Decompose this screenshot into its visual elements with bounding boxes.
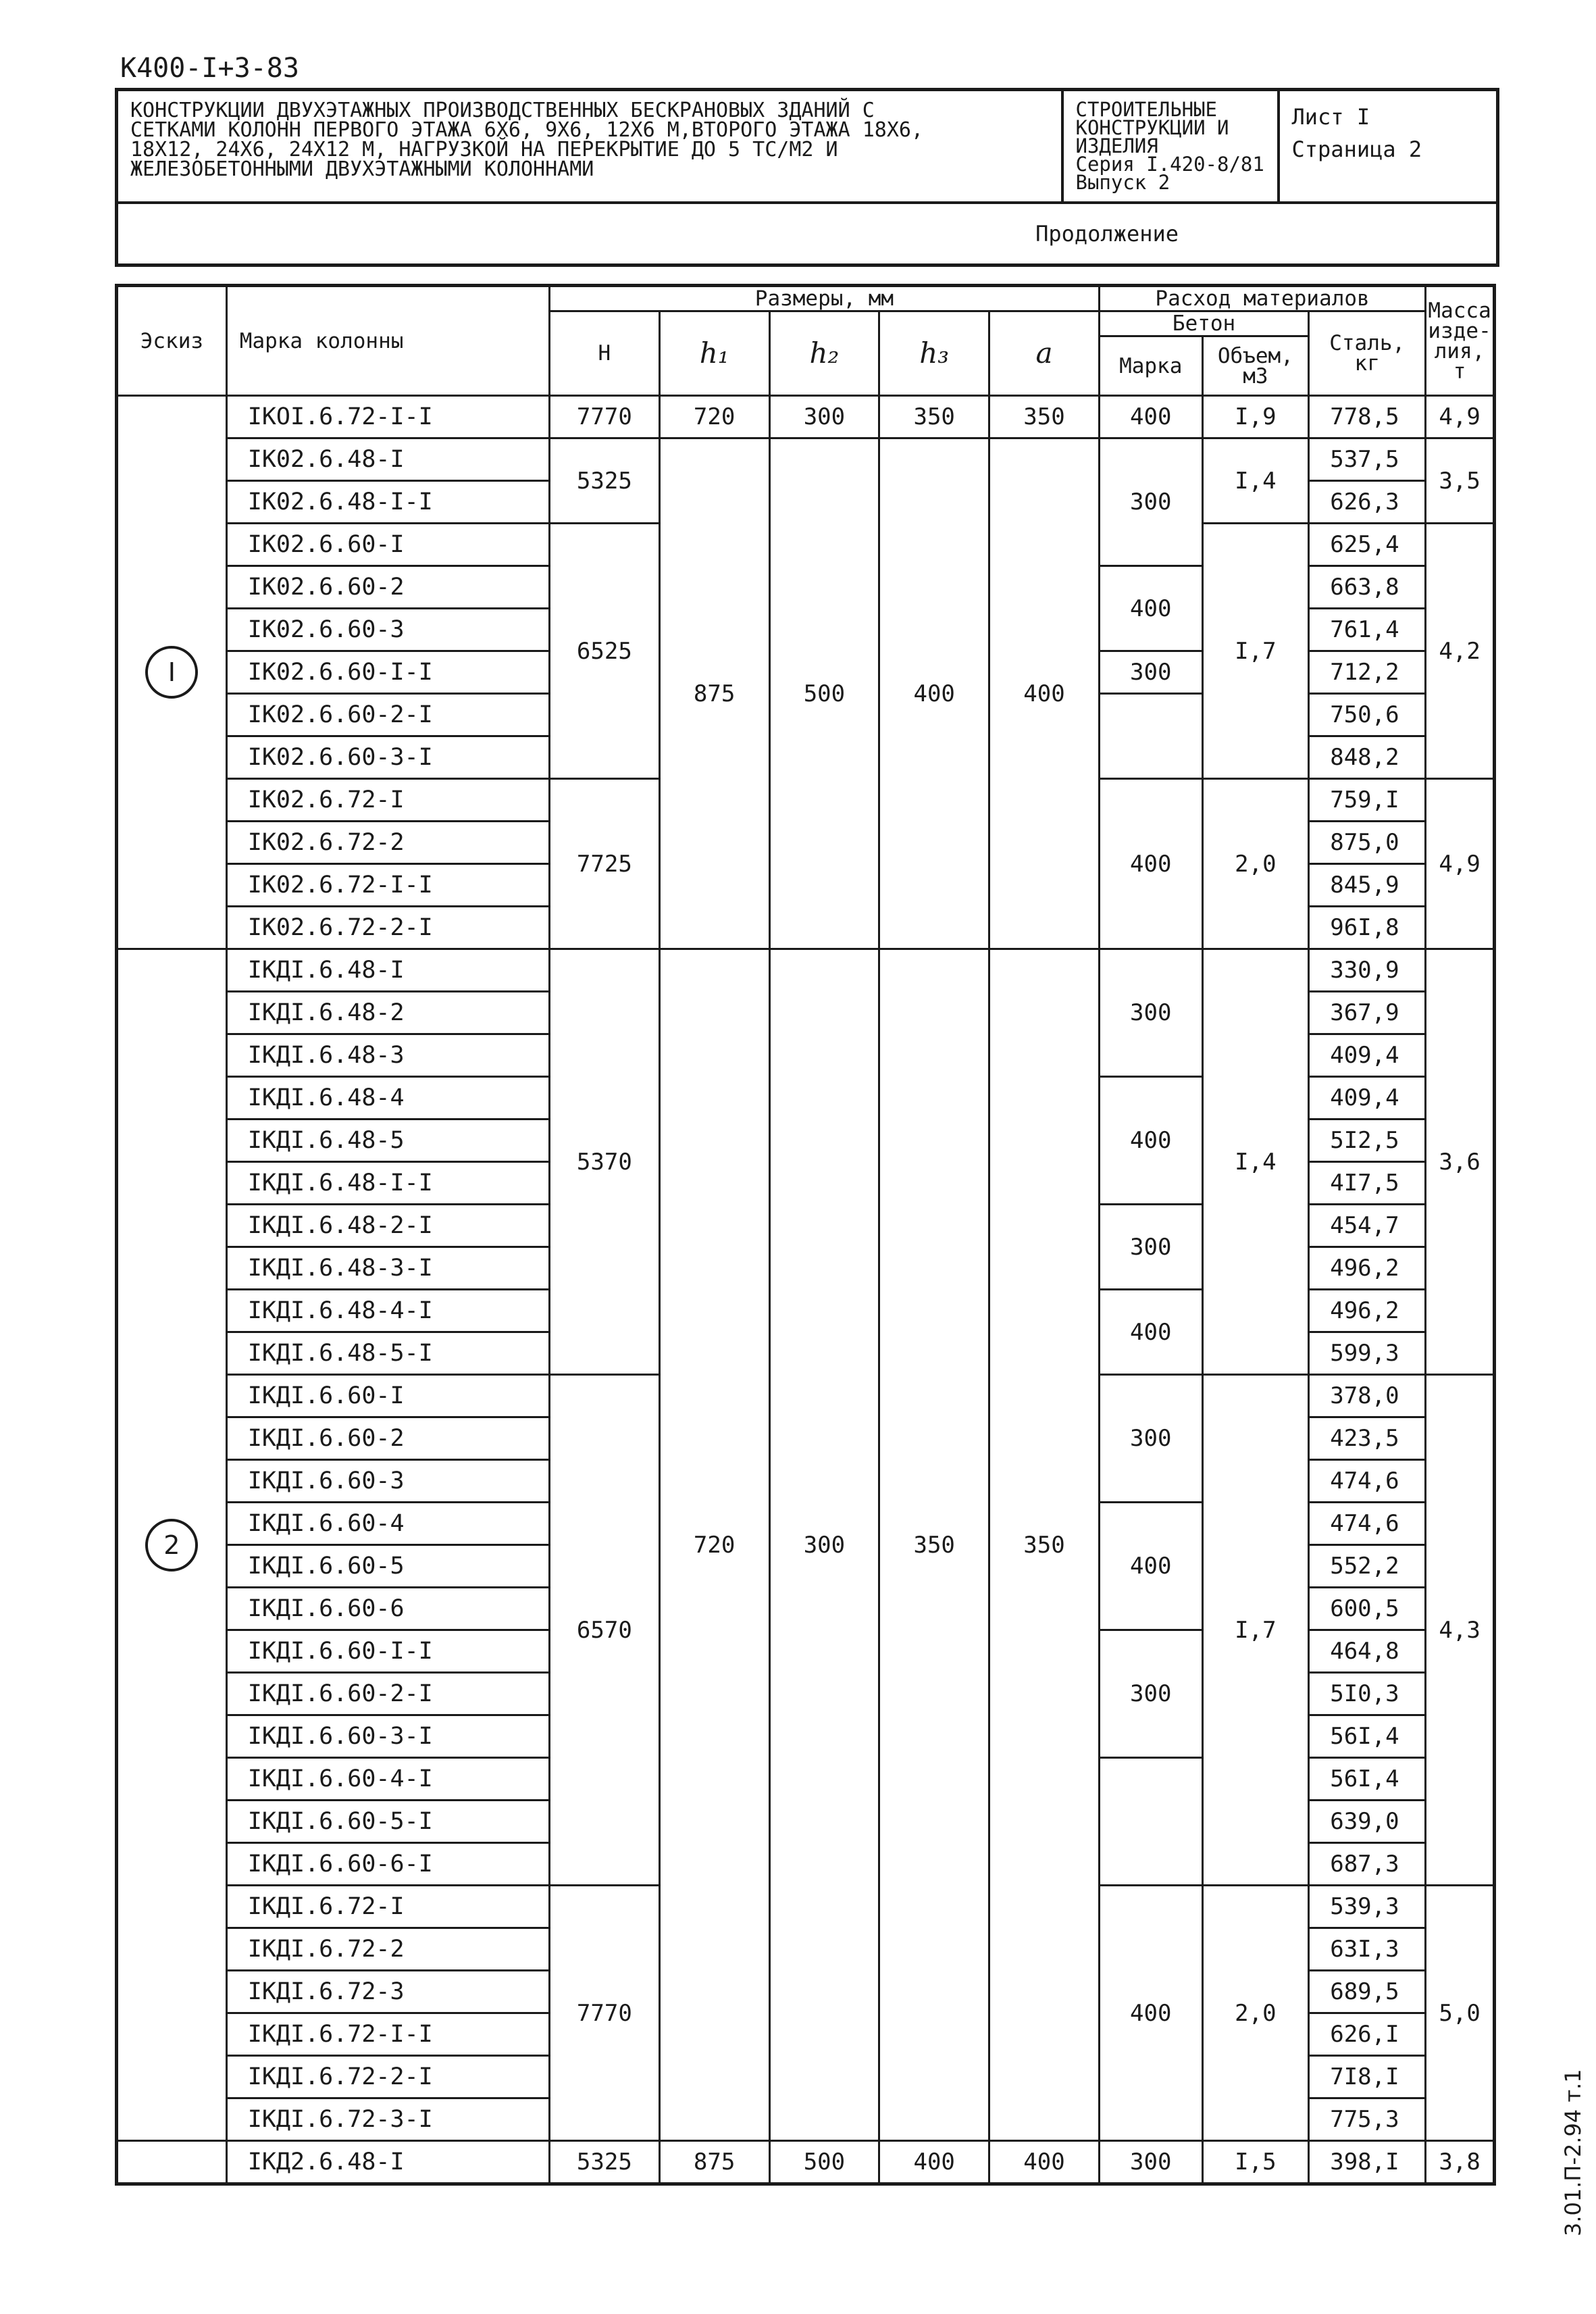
steel-kg: 330,9: [1309, 949, 1426, 992]
header-h1: h₁: [659, 311, 769, 396]
height-H: 5325: [549, 438, 659, 524]
table-row: [117, 2141, 1495, 2184]
concrete-volume: 2,0: [1202, 1886, 1309, 2141]
steel-kg: 56I,4: [1309, 1715, 1426, 1758]
header-mass: Масса изде- лия, т: [1426, 286, 1495, 396]
steel-kg: 626,I: [1309, 2013, 1426, 2056]
steel-kg: 474,6: [1309, 1460, 1426, 1503]
mass-t: 4,3: [1426, 1375, 1495, 1886]
column-mark: IКДI.6.48-3-I: [226, 1247, 549, 1290]
height-H: 6570: [549, 1375, 659, 1886]
mass-t: 3,8: [1426, 2141, 1495, 2184]
column-mark: IК02.6.60-2-I: [226, 694, 549, 736]
dim-h1: 875: [659, 2141, 769, 2184]
steel-kg: 761,4: [1309, 609, 1426, 651]
title-block: [115, 88, 1499, 267]
column-mark: IКДI.6.72-2-I: [226, 2056, 549, 2098]
column-mark: IКДI.6.60-I-I: [226, 1630, 549, 1673]
steel-kg: 599,3: [1309, 1332, 1426, 1375]
concrete-grade: 300: [1099, 1375, 1202, 1503]
concrete-grade: 400: [1099, 396, 1202, 438]
steel-kg: 639,0: [1309, 1801, 1426, 1843]
series-line: Серия I.420-8/81: [1075, 153, 1264, 176]
table-row: [117, 396, 1495, 438]
column-mark: IКДI.6.48-I-I: [226, 1162, 549, 1205]
column-mark: IКДI.6.60-4-I: [226, 1758, 549, 1801]
column-mark: IКДI.6.48-3: [226, 1034, 549, 1077]
column-mark: IКДI.6.72-I: [226, 1886, 549, 1928]
concrete-grade: 400: [1099, 1886, 1202, 2141]
column-mark: IК02.6.60-I-I: [226, 651, 549, 694]
concrete-grade: 300: [1099, 651, 1202, 694]
steel-kg: 687,3: [1309, 1843, 1426, 1886]
column-mark: IКДI.6.48-I: [226, 949, 549, 992]
sketch-cell-empty: [117, 2141, 227, 2184]
column-mark: IКДI.6.48-2-I: [226, 1205, 549, 1247]
header-dimensions: Размеры, мм: [549, 286, 1099, 311]
column-mark: IК02.6.60-3: [226, 609, 549, 651]
concrete-volume: I,7: [1202, 524, 1309, 779]
concrete-grade: 300: [1099, 949, 1202, 1077]
column-mark: IКДI.6.60-2-I: [226, 1673, 549, 1715]
height-H: 7770: [549, 396, 659, 438]
height-H: 6525: [549, 524, 659, 779]
concrete-grade: 300: [1099, 1630, 1202, 1758]
column-mark: IКДI.6.48-4-I: [226, 1290, 549, 1332]
steel-kg: 409,4: [1309, 1077, 1426, 1120]
column-mark: IК02.6.72-I: [226, 779, 549, 822]
steel-kg: 539,3: [1309, 1886, 1426, 1928]
sketch-number-circle: 2: [145, 1519, 198, 1571]
steel-kg: 378,0: [1309, 1375, 1426, 1417]
concrete-volume: I,7: [1202, 1375, 1309, 1886]
dim-h1: 720: [659, 949, 769, 2141]
steel-kg: 600,5: [1309, 1588, 1426, 1630]
column-mark: IКДI.6.72-I-I: [226, 2013, 549, 2056]
steel-kg: 7I8,I: [1309, 2056, 1426, 2098]
dim-a: 350: [989, 396, 1100, 438]
steel-kg: 759,I: [1309, 779, 1426, 822]
sheet-number: Лист I: [1291, 104, 1370, 130]
column-mark: IКДI.6.60-6-I: [226, 1843, 549, 1886]
column-mark: IКДI.6.60-3-I: [226, 1715, 549, 1758]
title-line: СЕТКАМИ КОЛОНН ПЕРВОГО ЭТАЖА 6Х6, 9Х6, 12Х6 М,ВТОРОГО ЭТАЖА 18Х6,: [130, 118, 923, 142]
column-mark: IК02.6.72-2-I: [226, 907, 549, 949]
column-mark: IКД2.6.48-I: [226, 2141, 549, 2184]
steel-kg: 848,2: [1309, 736, 1426, 779]
height-H: 5325: [549, 2141, 659, 2184]
steel-kg: 398,I: [1309, 2141, 1426, 2184]
height-H: 7770: [549, 1886, 659, 2141]
steel-kg: 4I7,5: [1309, 1162, 1426, 1205]
column-mark: IК02.6.48-I: [226, 438, 549, 481]
series-line: ИЗДЕЛИЯ: [1075, 134, 1158, 157]
steel-kg: 689,5: [1309, 1971, 1426, 2013]
dim-h2: 500: [769, 2141, 879, 2184]
sketch-cell: [117, 949, 227, 2141]
header-concrete: Бетон: [1099, 311, 1308, 336]
column-mark: IК02.6.48-I-I: [226, 481, 549, 524]
dim-h2: 300: [769, 949, 879, 2141]
mass-t: 4,9: [1426, 396, 1495, 438]
column-mark: IКДI.6.60-6: [226, 1588, 549, 1630]
steel-kg: 663,8: [1309, 566, 1426, 609]
steel-kg: 775,3: [1309, 2098, 1426, 2141]
dim-h1: 875: [659, 438, 769, 949]
concrete-volume: I,5: [1202, 2141, 1309, 2184]
concrete-grade: [1099, 1758, 1202, 1886]
mass-t: 3,6: [1426, 949, 1495, 1375]
column-mark: IКОI.6.72-I-I: [226, 396, 549, 438]
title-line: КОНСТРУКЦИИ ДВУХЭТАЖНЫХ ПРОИЗВОДСТВЕННЫХ БЕСКРАНОВЫХ ЗДАНИЙ С: [130, 99, 875, 122]
column-mark: IК02.6.60-2: [226, 566, 549, 609]
steel-kg: 845,9: [1309, 864, 1426, 907]
steel-kg: 496,2: [1309, 1247, 1426, 1290]
dim-a: 400: [989, 438, 1100, 949]
concrete-grade: 400: [1099, 1290, 1202, 1375]
dim-a: 400: [989, 2141, 1100, 2184]
concrete-grade: 300: [1099, 2141, 1202, 2184]
title-line: ЖЕЛЕЗОБЕТОННЫМИ ДВУХЭТАЖНЫМИ КОЛОННАМИ: [130, 157, 594, 181]
series-cell: [1062, 90, 1279, 203]
column-mark: IКДI.6.72-3: [226, 1971, 549, 2013]
steel-kg: 875,0: [1309, 822, 1426, 864]
concrete-volume: I,4: [1202, 949, 1309, 1375]
concrete-grade: 300: [1099, 438, 1202, 566]
dim-h3: 400: [879, 438, 989, 949]
sketch-number-circle: I: [145, 646, 198, 699]
steel-kg: 5I0,3: [1309, 1673, 1426, 1715]
column-mark: IКДI.6.48-2: [226, 992, 549, 1034]
continuation-label: Продолжение: [117, 203, 1498, 266]
page-number: Страница 2: [1291, 136, 1422, 162]
height-H: 5370: [549, 949, 659, 1375]
column-mark: IКДI.6.60-5: [226, 1545, 549, 1588]
concrete-grade: 300: [1099, 1205, 1202, 1290]
concrete-grade: 400: [1099, 1503, 1202, 1630]
header-H: H: [549, 311, 659, 396]
table-row: [117, 949, 1495, 992]
header-grade: Марка: [1099, 336, 1202, 396]
steel-kg: 409,4: [1309, 1034, 1426, 1077]
concrete-grade: [1099, 694, 1202, 779]
side-code: 3.01.П-2.94 т.1: [1560, 2069, 1586, 2236]
steel-kg: 464,8: [1309, 1630, 1426, 1673]
columns-table: [115, 284, 1496, 2186]
height-H: 7725: [549, 779, 659, 949]
steel-kg: 750,6: [1309, 694, 1426, 736]
header-volume: Объем, м3: [1202, 336, 1309, 396]
header-h3: h₃: [879, 311, 989, 396]
steel-kg: 63I,3: [1309, 1928, 1426, 1971]
header-mark: Марка колонны: [226, 286, 549, 396]
concrete-grade: 400: [1099, 779, 1202, 949]
column-mark: IКДI.6.60-5-I: [226, 1801, 549, 1843]
steel-kg: 454,7: [1309, 1205, 1426, 1247]
column-mark: IКДI.6.60-I: [226, 1375, 549, 1417]
document-code: К400-I+3-83: [120, 53, 299, 84]
title-cell: [117, 90, 1062, 203]
steel-kg: 5I2,5: [1309, 1120, 1426, 1162]
header-materials: Расход материалов: [1099, 286, 1425, 311]
sketch-cell: [117, 396, 227, 949]
column-mark: IКДI.6.72-3-I: [226, 2098, 549, 2141]
column-mark: IКДI.6.72-2: [226, 1928, 549, 1971]
concrete-volume: I,4: [1202, 438, 1309, 524]
concrete-grade: 400: [1099, 566, 1202, 651]
table-row: [117, 438, 1495, 481]
steel-kg: 552,2: [1309, 1545, 1426, 1588]
dim-h1: 720: [659, 396, 769, 438]
mass-t: 4,2: [1426, 524, 1495, 779]
column-mark: IКДI.6.60-2: [226, 1417, 549, 1460]
dim-h3: 350: [879, 396, 989, 438]
steel-kg: 712,2: [1309, 651, 1426, 694]
steel-kg: 496,2: [1309, 1290, 1426, 1332]
steel-kg: 367,9: [1309, 992, 1426, 1034]
steel-kg: 96I,8: [1309, 907, 1426, 949]
mass-t: 5,0: [1426, 1886, 1495, 2141]
series-line: Выпуск 2: [1075, 171, 1170, 194]
dim-h2: 500: [769, 438, 879, 949]
steel-kg: 625,4: [1309, 524, 1426, 566]
dim-h3: 350: [879, 949, 989, 2141]
title-line: 18Х12, 24Х6, 24Х12 М, НАГРУЗКОЙ НА ПЕРЕКРЫТИЕ ДО 5 ТС/М2 И: [130, 138, 838, 161]
series-line: СТРОИТЕЛЬНЫЕ: [1075, 98, 1218, 121]
dim-a: 350: [989, 949, 1100, 2141]
steel-kg: 474,6: [1309, 1503, 1426, 1545]
steel-kg: 778,5: [1309, 396, 1426, 438]
steel-kg: 56I,4: [1309, 1758, 1426, 1801]
sheet-cell: [1279, 90, 1498, 203]
column-mark: IК02.6.60-3-I: [226, 736, 549, 779]
header-steel: Сталь, кг: [1309, 311, 1426, 396]
concrete-grade: 400: [1099, 1077, 1202, 1205]
column-mark: IК02.6.60-I: [226, 524, 549, 566]
steel-kg: 626,3: [1309, 481, 1426, 524]
series-line: КОНСТРУКЦИИ И: [1075, 116, 1229, 139]
header-a: a: [989, 311, 1100, 396]
column-mark: IК02.6.72-I-I: [226, 864, 549, 907]
steel-kg: 423,5: [1309, 1417, 1426, 1460]
column-mark: IКДI.6.48-5: [226, 1120, 549, 1162]
column-mark: IКДI.6.60-4: [226, 1503, 549, 1545]
concrete-volume: I,9: [1202, 396, 1309, 438]
column-mark: IКДI.6.48-5-I: [226, 1332, 549, 1375]
column-mark: IКДI.6.48-4: [226, 1077, 549, 1120]
steel-kg: 537,5: [1309, 438, 1426, 481]
header-h2: h₂: [769, 311, 879, 396]
header-sketch: Эскиз: [117, 286, 227, 396]
dim-h3: 400: [879, 2141, 989, 2184]
column-mark: IК02.6.72-2: [226, 822, 549, 864]
column-mark: IКДI.6.60-3: [226, 1460, 549, 1503]
concrete-volume: 2,0: [1202, 779, 1309, 949]
mass-t: 3,5: [1426, 438, 1495, 524]
dim-h2: 300: [769, 396, 879, 438]
mass-t: 4,9: [1426, 779, 1495, 949]
